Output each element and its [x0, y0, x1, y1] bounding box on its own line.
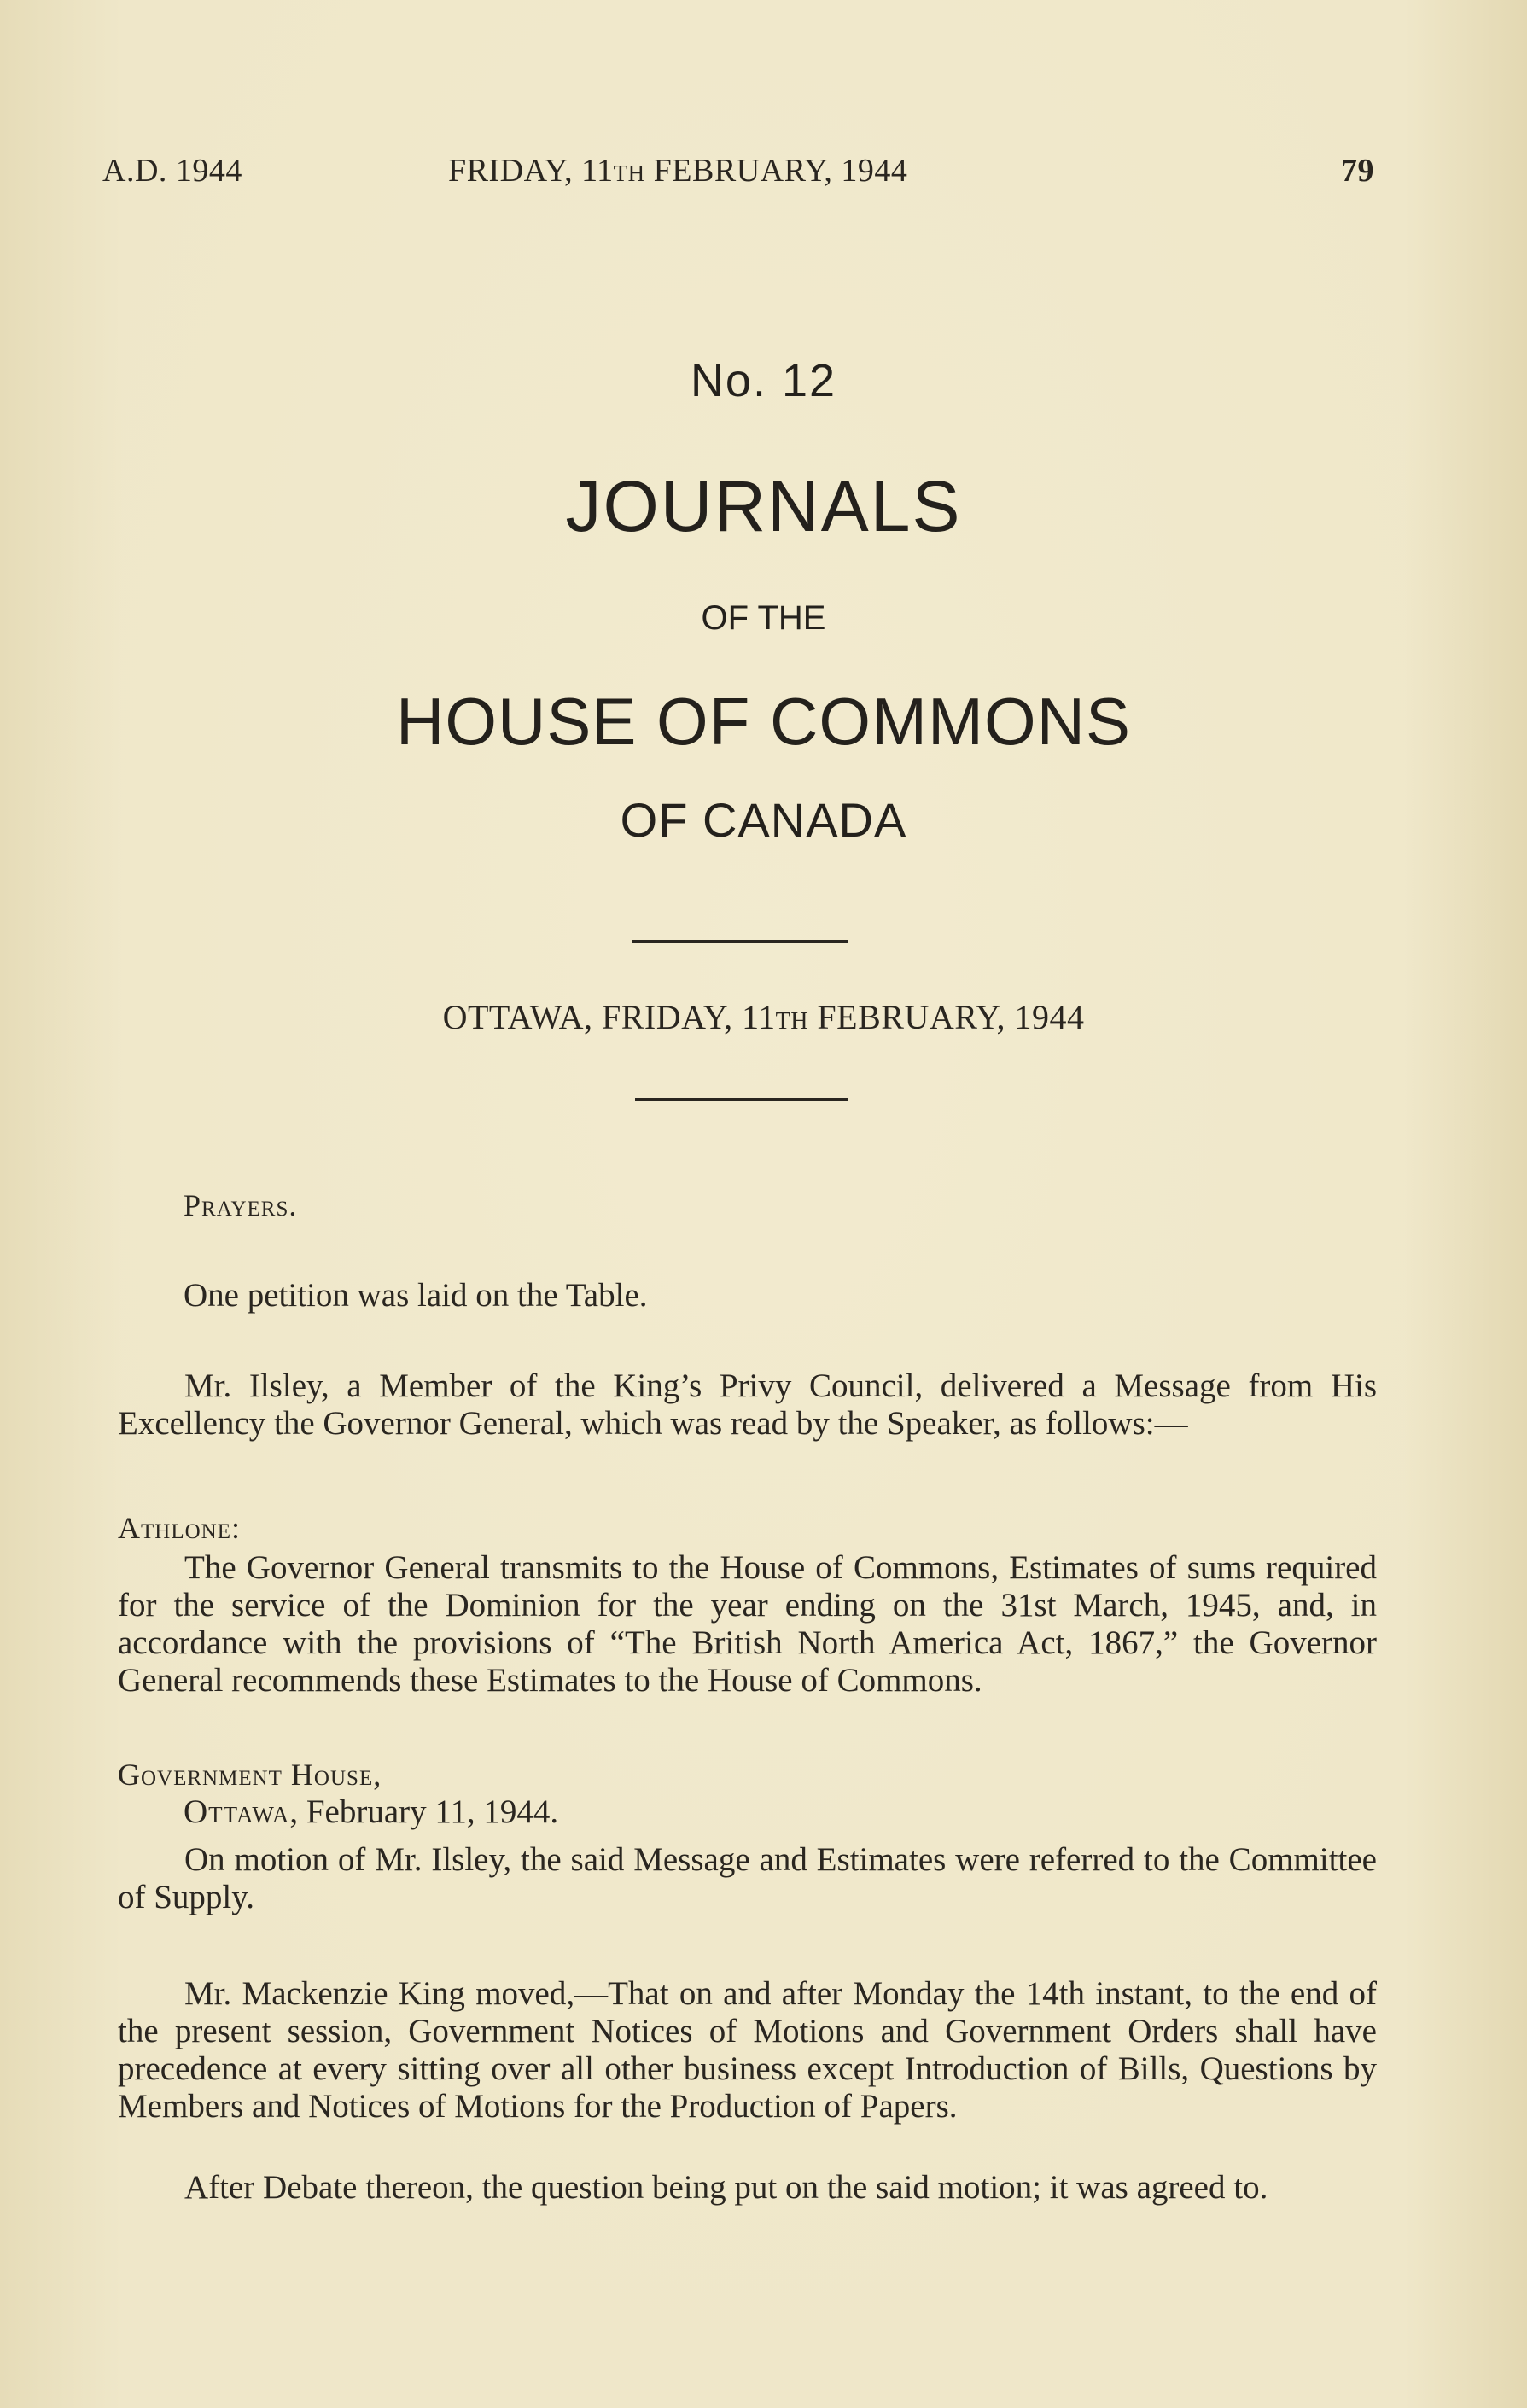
divider-rule — [635, 1098, 848, 1101]
mackenzie-motion-paragraph: Mr. Mackenzie King moved,—That on and after Monday the 14th instant, to the end of the present session, Government Notices of Motions and Government Orders shall have precedence at every sitting over all other business except Introduction of Bills, Questions by Members and Notices of Motions for the Production of Papers. — [118, 1975, 1377, 2125]
title-house-of-commons: HOUSE OF COMMONS — [395, 684, 1131, 759]
ottawa-place: Ottawa — [184, 1793, 290, 1830]
ottawa-date-line — [184, 1793, 558, 1831]
after-debate-paragraph: After Debate thereon, the question being put on the said motion; it was agreed to. — [184, 2169, 1268, 2206]
running-head — [102, 152, 1374, 203]
title-of-the: OF THE — [701, 599, 826, 637]
header-date: FRIDAY, 11th FEBRUARY, 1944 — [448, 153, 908, 189]
journal-title: JOURNALS — [565, 466, 962, 546]
year-label: A.D. 1944 — [102, 153, 242, 189]
prayers-heading: Prayers. — [184, 1188, 298, 1222]
page-number: 79 — [1341, 153, 1374, 189]
on-motion-paragraph: On motion of Mr. Ilsley, the said Message and Estimates were referred to the Committee of Supply. — [118, 1841, 1377, 1915]
dateline: OTTAWA, FRIDAY, 11th FEBRUARY, 1944 — [442, 998, 1085, 1036]
government-house-line: Government House, — [118, 1758, 382, 1792]
divider-rule — [632, 940, 848, 943]
message-intro-paragraph: Mr. Ilsley, a Member of the King’s Privy Council, delivered a Message from His Excellency the Governor General, which was read by the Speaker, as follows:— — [118, 1367, 1377, 1442]
petition-paragraph: One petition was laid on the Table. — [184, 1277, 648, 1314]
journal-number: No. 12 — [690, 355, 837, 406]
estimates-message-paragraph: The Governor General transmits to the House of Commons, Estimates of sums required for the service of the Dominion for the year ending on the 31st March, 1945, and, in accordance with the provisions of “The British North America Act, 1867,” the Governor General recommends these Estimates to the House of Commons. — [118, 1549, 1377, 1699]
athlone-signature: Athlone: — [118, 1511, 241, 1545]
title-of-canada: OF CANADA — [620, 793, 907, 847]
message-date: , February 11, 1944. — [289, 1793, 559, 1830]
